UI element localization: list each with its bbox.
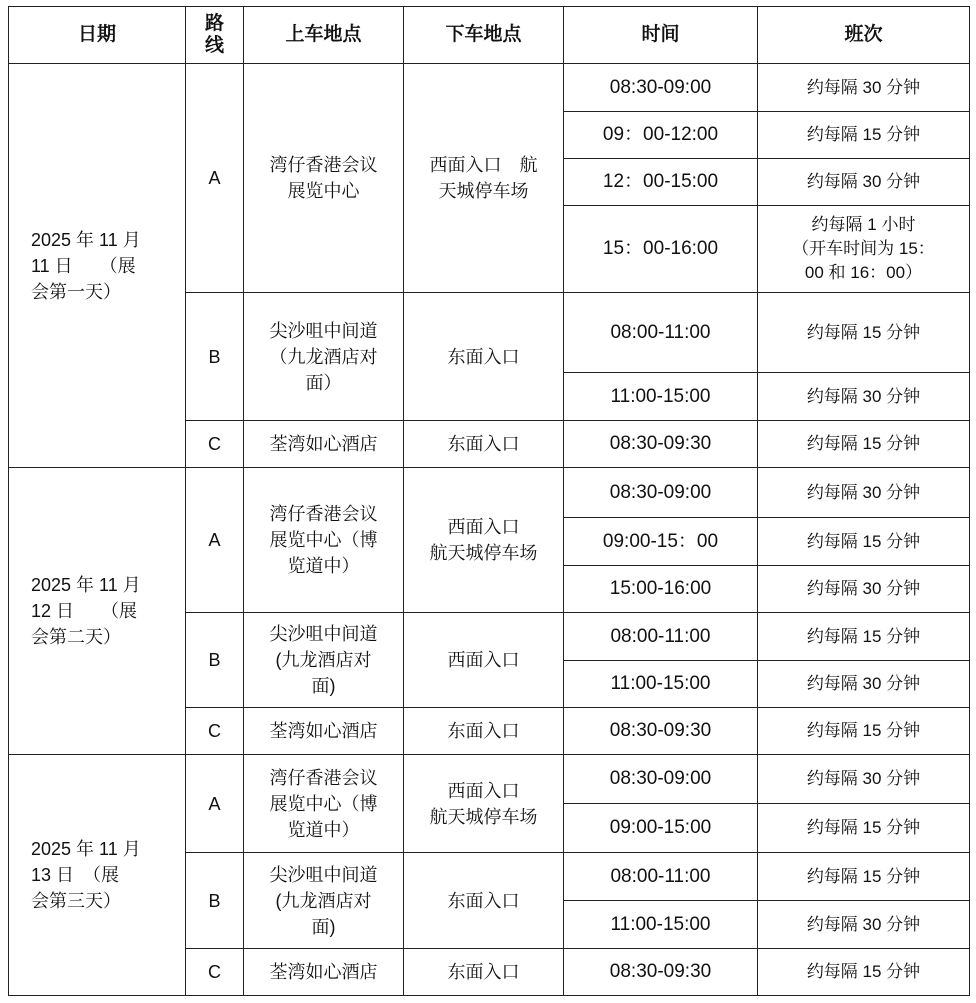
time-cell: 08:00-11:00 [564,853,758,901]
frequency-cell-line: 约每隔 30 分钟 [806,914,921,934]
frequency-cell-line: 约每隔 30 分钟 [806,386,921,406]
pickup-cell-line: (九龙酒店对 [275,890,372,911]
frequency-cell-line: 约每隔 30 分钟 [806,172,921,191]
time-cell: 12：00-15:00 [564,159,758,206]
frequency-cell-line: 约每隔 30 分钟 [806,77,921,97]
header-frequency: 班次 [758,7,970,64]
dropoff-cell-line: 西面入口 航 [429,155,538,175]
time-cell: 08:30-09:00 [564,468,758,518]
frequency-cell [758,64,970,112]
route-cell: B [186,853,244,949]
frequency-cell [758,468,970,518]
route-cell: B [186,613,244,708]
dropoff-cell-line: 东面入口 [447,434,520,454]
frequency-cell-line: 约每隔 30 分钟 [806,674,921,693]
pickup-cell [244,293,404,421]
pickup-cell-line: （九龙酒店对 [269,346,378,367]
frequency-cell-line: 约每隔 15 分钟 [806,866,921,886]
dropoff-cell [404,293,564,421]
time-cell: 15:00-16:00 [564,566,758,613]
pickup-cell [244,755,404,853]
pickup-cell-line: 荃湾如心酒店 [269,962,378,982]
route-cell: A [186,755,244,853]
pickup-cell-line: 荃湾如心酒店 [269,721,378,741]
dropoff-cell-line: 航天城停车场 [429,806,538,827]
pickup-cell [244,949,404,996]
date-cell-line: 会第二天） [31,627,121,647]
header-pickup: 上车地点 [244,7,404,64]
pickup-cell-line: 尖沙咀中间道 [269,320,378,341]
pickup-cell-line: 尖沙咀中间道 [269,624,378,644]
route-cell: C [186,949,244,996]
frequency-cell [758,206,970,293]
date-cell-line: 2025 年 11 月 [31,229,141,250]
time-cell: 08:30-09:30 [564,949,758,996]
frequency-cell-line: 约每隔 15 分钟 [806,531,921,551]
dropoff-cell-line: 东面入口 [447,962,520,982]
header-row [9,7,970,64]
frequency-cell-line: 约每隔 15 分钟 [806,962,921,981]
time-cell: 11:00-15:00 [564,661,758,708]
frequency-cell [758,566,970,613]
time-cell: 11:00-15:00 [564,901,758,949]
table-row [9,64,970,112]
frequency-cell [758,159,970,206]
shuttle-schedule-table [8,6,970,996]
header-route-line: 线 [204,35,224,56]
frequency-cell-line: 约每隔 15 分钟 [806,125,921,144]
route-cell: C [186,421,244,468]
pickup-cell-line: 面） [305,372,342,393]
frequency-cell-line: 约每隔 15 分钟 [806,322,921,342]
dropoff-cell [404,421,564,468]
date-cell-line: 2025 年 11 月 [31,575,141,595]
frequency-cell-line: 约每隔 15 分钟 [806,721,921,740]
dropoff-cell-line: 东面入口 [447,721,520,741]
pickup-cell [244,64,404,293]
frequency-cell-line: 约每隔 30 分钟 [806,482,921,502]
table-row [9,468,970,518]
time-cell: 08:30-09:00 [564,64,758,112]
pickup-cell-line: 湾仔香港会议 [269,155,378,175]
time-cell: 08:30-09:30 [564,421,758,468]
pickup-cell [244,421,404,468]
dropoff-cell [404,949,564,996]
date-cell-line: 2025 年 11 月 [31,839,141,859]
frequency-cell [758,755,970,804]
pickup-cell-line: (九龙酒店对 [275,650,372,670]
route-cell: C [186,708,244,755]
frequency-cell [758,708,970,755]
date-cell-line: 11 日 （展 [31,255,136,276]
frequency-cell-line: （开车时间为 15： [792,239,935,258]
frequency-cell-line: 约每隔 15 分钟 [806,626,921,646]
dropoff-cell [404,853,564,949]
route-cell: A [186,468,244,613]
route-cell: A [186,64,244,293]
dropoff-cell-line: 西面入口 [447,517,520,537]
time-cell: 15：00-16:00 [564,206,758,293]
date-cell-line: 会第一天） [31,281,121,302]
frequency-cell [758,949,970,996]
dropoff-cell [404,613,564,708]
dropoff-cell-line: 东面入口 [447,346,520,367]
time-cell: 09:00-15:00 [564,804,758,853]
pickup-cell-line: 尖沙咀中间道 [269,864,378,885]
time-cell: 08:00-11:00 [564,293,758,373]
table-row [9,755,970,804]
time-cell: 08:30-09:30 [564,708,758,755]
frequency-cell [758,613,970,661]
frequency-cell-line: 约每隔 15 分钟 [806,434,921,453]
pickup-cell-line: 面) [311,916,336,937]
dropoff-cell-line: 东面入口 [447,890,520,911]
pickup-cell-line: 面) [311,676,336,696]
time-cell: 09：00-12:00 [564,112,758,159]
dropoff-cell-line: 天城停车场 [438,181,529,201]
frequency-cell-line: 00 和 16：00） [804,263,923,282]
frequency-cell [758,112,970,159]
pickup-cell-line: 览道中） [287,819,360,840]
time-cell: 11:00-15:00 [564,373,758,421]
frequency-cell [758,421,970,468]
pickup-cell-line: 湾仔香港会议 [269,767,378,788]
frequency-cell-line: 约每隔 15 分钟 [806,818,921,837]
pickup-cell [244,468,404,613]
date-cell [9,64,186,468]
header-route [186,7,244,64]
frequency-cell-line: 约每隔 30 分钟 [806,769,921,788]
frequency-cell [758,853,970,901]
pickup-cell [244,613,404,708]
dropoff-cell [404,468,564,613]
dropoff-cell [404,755,564,853]
date-cell-line: 会第三天） [31,891,121,911]
route-cell: B [186,293,244,421]
frequency-cell [758,804,970,853]
frequency-cell-line: 约每隔 1 小时 [811,215,916,234]
header-time: 时间 [564,7,758,64]
pickup-cell [244,708,404,755]
dropoff-cell-line: 西面入口 [447,780,520,801]
frequency-cell [758,293,970,373]
dropoff-cell-line: 西面入口 [447,650,520,670]
pickup-cell [244,853,404,949]
pickup-cell-line: 展览中心（博 [269,530,378,550]
dropoff-cell [404,708,564,755]
pickup-cell-line: 展览中心（博 [269,793,378,814]
frequency-cell [758,661,970,708]
dropoff-cell-line: 航天城停车场 [429,543,538,563]
dropoff-cell [404,64,564,293]
pickup-cell-line: 荃湾如心酒店 [269,434,378,454]
frequency-cell-line: 约每隔 30 分钟 [806,579,921,598]
frequency-cell [758,901,970,949]
pickup-cell-line: 展览中心 [287,181,360,201]
pickup-cell-line: 湾仔香港会议 [269,504,378,524]
date-cell [9,755,186,996]
pickup-cell-line: 览道中） [287,556,360,576]
time-cell: 08:30-09:00 [564,755,758,804]
date-cell-line: 13 日 （展 [31,865,120,885]
header-dropoff: 下车地点 [404,7,564,64]
time-cell: 08:00-11:00 [564,613,758,661]
time-cell: 09:00-15：00 [564,518,758,566]
date-cell-line: 12 日 （展 [31,601,138,621]
frequency-cell [758,373,970,421]
header-date: 日期 [9,7,186,64]
header-route-line: 路 [204,13,224,34]
date-cell [9,468,186,755]
frequency-cell [758,518,970,566]
